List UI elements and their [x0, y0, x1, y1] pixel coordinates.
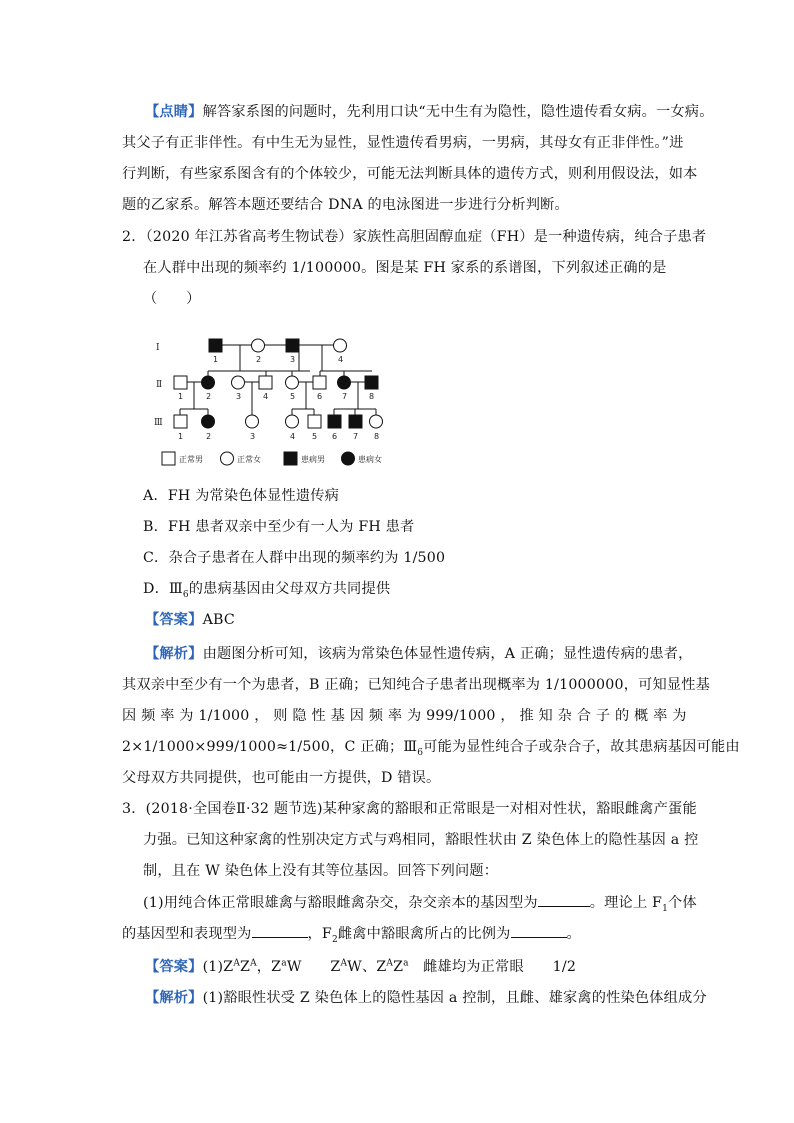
svg-text:3: 3 — [236, 392, 242, 401]
svg-text:2: 2 — [206, 432, 212, 441]
svg-text:5: 5 — [290, 392, 296, 401]
legend-affected-male: 患病男 — [301, 455, 325, 464]
q2-answer: 【 答案 】 ABC — [145, 610, 235, 630]
q3-number: 3． — [122, 801, 146, 817]
dianjing-tag: 【 点睛 】 — [145, 104, 203, 120]
svg-text:3: 3 — [290, 355, 296, 364]
answer-tag: 【 答案 】 — [145, 959, 203, 975]
answer-blank-1 — [538, 892, 590, 907]
svg-text:2: 2 — [256, 355, 262, 364]
gen-label-1: Ⅰ — [156, 343, 160, 353]
dianjing-line-2: 其父子有正非伴性。有中生无为显性，显性遗传看男病，一男病，其母女有正非伴性。”进 — [122, 135, 684, 151]
svg-text:7: 7 — [342, 392, 348, 401]
q3-analysis-line-1: 【 解析 】 (1)豁眼性状受 Z 染色体上的隐性基因 a 控制，且雌、雄家禽的性染色体组成分 — [145, 988, 707, 1008]
analysis-tag: 【 解析 】 — [145, 646, 203, 662]
svg-text:5: 5 — [312, 432, 318, 441]
svg-text:7: 7 — [353, 432, 359, 441]
q2-option-d: D．$Ⅲ_6$的患病基因由父母双方共同提供 — [143, 581, 391, 600]
q2-analysis-line-4: 2×1/1000×999/1000≈1/500，C 正确；$Ⅲ_6$可能为显性纯合子或杂合子，故其患病基因可能由 — [122, 739, 740, 758]
svg-text:3: 3 — [250, 432, 256, 441]
q2-analysis-line-5: 父母双方共同提供，也可能由一方提供，D 错误。 — [122, 770, 441, 786]
answer-tag: 【 答案 】 — [145, 612, 203, 628]
dianjing-line-1: 【 点睛 】 解答家系图的问题时，先利用口诀“无中生有为隐性，隐性遗传看女病。一女病。 — [145, 102, 714, 122]
gen-label-3: Ⅲ — [154, 418, 163, 428]
q2-analysis-line-2: 其双亲中至少有一个为患者，B 正确；已知纯合子患者出现概率为 1/1000000，可知显性基 — [122, 677, 711, 693]
answer-blank-2 — [252, 923, 308, 938]
q2-option-a: A．FH 为常染色体显性遗传病 — [143, 488, 340, 504]
svg-text:4: 4 — [290, 432, 296, 441]
pedigree-chart — [150, 325, 420, 473]
svg-text:4: 4 — [338, 355, 344, 364]
q3-stem-line-2: 力强。已知这种家禽的性别决定方式与鸡相同，豁眼性状由 Z 染色体上的隐性基因 a 控 — [143, 832, 699, 848]
q2-stem-line-2: 在人群中出现的频率约 1/100000。图是某 FH 家系的系谱图，下列叙述正确的是 — [143, 260, 667, 276]
q3-stem-line-3: 制，且在 W 染色体上没有其等位基因。回答下列问题： — [143, 863, 499, 879]
svg-text:1: 1 — [178, 432, 184, 441]
q3-stem-line-1: 3．(2018·全国卷Ⅱ·32 题节选)某种家禽的豁眼和正常眼是一对相对性状，豁眼雌禽产蛋能 — [122, 801, 697, 817]
q2-option-b: B．FH 患者双亲中至少有一人为 FH 患者 — [143, 519, 415, 535]
q3-answer: 【 答案 】 $(1)Z^AZ^A$，$Z^aW$ $Z^AW$、$Z^AZ^a$ 雌雄均为正常眼 1/2 — [145, 957, 576, 977]
q2-option-c: C．杂合子患者在人群中出现的频率约为 1/500 — [143, 550, 446, 566]
gen-label-2: Ⅱ — [156, 380, 163, 390]
dianjing-line-4: 题的乙家系。解答本题还要结合 DNA 的电泳图进一步进行分析判断。 — [122, 197, 569, 213]
svg-text:8: 8 — [369, 392, 375, 401]
q3-subq-line-1: (1)用纯合体正常眼雄禽与豁眼雌禽杂交，杂交亲本的基因型为 。理论上 $F_1$个体 — [143, 892, 697, 913]
legend-normal-male: 正常男 — [179, 455, 203, 464]
q2-analysis-line-1: 【 解析 】 由题图分析可知，该病为常染色体显性遗传病，A 正确；显性遗传病的患者， — [145, 644, 693, 664]
svg-text:8: 8 — [374, 432, 380, 441]
answer-blank-3 — [511, 923, 567, 938]
svg-text:1: 1 — [213, 355, 219, 364]
legend-normal-female: 正常女 — [237, 455, 261, 464]
svg-text:4: 4 — [263, 392, 269, 401]
q2-number: 2． — [122, 229, 146, 245]
q2-analysis-line-3: 因 频 率 为 1/1000 ， 则 隐 性 基 因 频 率 为 999/1000 ， 推 知 杂 合 子 的 概 率 为 — [122, 708, 687, 724]
svg-text:1: 1 — [178, 392, 184, 401]
dianjing-line-3: 行判断，有些家系图含有的个体较少，可能无法判断具体的遗传方式，则利用假设法，如本 — [122, 166, 698, 182]
q3-subq-line-2: 的基因型和表现型为 ，$F_2$雌禽中豁眼禽所占的比例为 。 — [122, 923, 581, 944]
analysis-tag: 【 解析 】 — [145, 990, 203, 1006]
svg-text:6: 6 — [317, 392, 323, 401]
q2-stem-line-1: 2．（2020 年江苏省高考生物试卷）家族性高胆固醇血症（FH）是一种遗传病，纯合子患者 — [122, 229, 707, 245]
svg-text:2: 2 — [206, 392, 212, 401]
q2-stem-line-3: （ ） — [143, 291, 201, 307]
svg-text:6: 6 — [332, 432, 338, 441]
legend-affected-female: 患病女 — [358, 455, 382, 464]
